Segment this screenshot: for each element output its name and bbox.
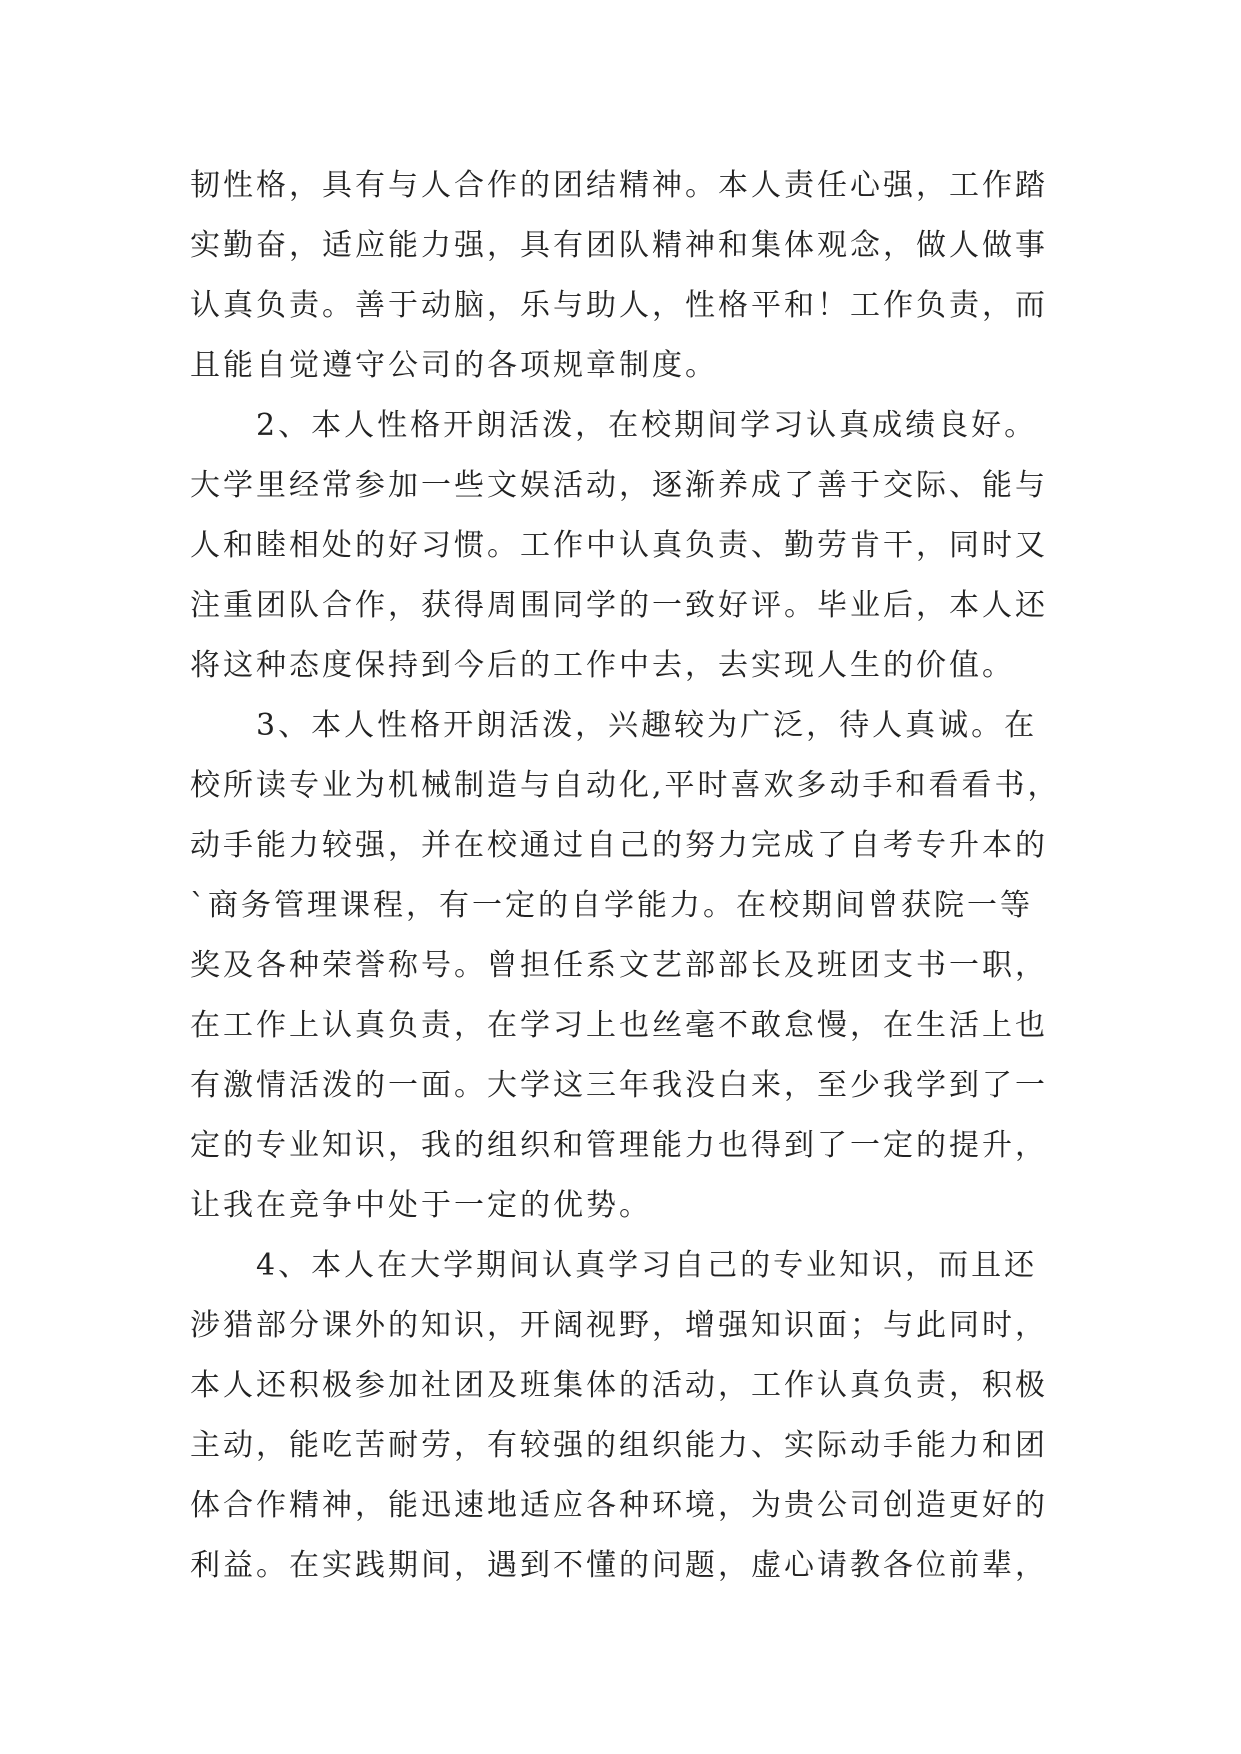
text-line: 奖及各种荣誉称号。曾担任系文艺部部长及班团支书一职， bbox=[190, 948, 1048, 983]
text-line: 3、本人性格开朗活泼，兴趣较为广泛，待人真诚。在 bbox=[190, 708, 1038, 743]
text-line: 2、本人性格开朗活泼，在校期间学习认真成绩良好。 bbox=[190, 408, 1038, 443]
paragraph-3 bbox=[190, 696, 1060, 1236]
text-line: 大学里经常参加一些文娱活动，逐渐养成了善于交际、能与 bbox=[190, 468, 1048, 503]
text-line: 校所读专业为机械制造与自动化,平时喜欢多动手和看看书， bbox=[190, 768, 1061, 803]
text-line: 将这种态度保持到今后的工作中去，去实现人生的价值。 bbox=[190, 648, 1015, 683]
text-line: 实勤奋，适应能力强，具有团队精神和集体观念，做人做事 bbox=[190, 228, 1048, 263]
text-line: 在工作上认真负责，在学习上也丝毫不敢怠慢，在生活上也 bbox=[190, 1008, 1048, 1043]
paragraph-2 bbox=[190, 396, 1060, 696]
text-line: 且能自觉遵守公司的各项规章制度。 bbox=[190, 348, 718, 383]
text-line: 主动，能吃苦耐劳，有较强的组织能力、实际动手能力和团 bbox=[190, 1428, 1048, 1463]
paragraph-4 bbox=[190, 1236, 1060, 1596]
text-line: `商务管理课程，有一定的自学能力。在校期间曾获院一等 bbox=[190, 888, 1033, 923]
text-line: 韧性格，具有与人合作的团结精神。本人责任心强，工作踏 bbox=[190, 168, 1048, 203]
text-line: 利益。在实践期间，遇到不懂的问题，虚心请教各位前辈， bbox=[190, 1548, 1048, 1583]
text-line: 涉猎部分课外的知识，开阔视野，增强知识面；与此同时， bbox=[190, 1308, 1048, 1343]
document-body bbox=[190, 156, 1060, 1596]
text-line: 4、本人在大学期间认真学习自己的专业知识，而且还 bbox=[190, 1248, 1038, 1283]
text-line: 定的专业知识，我的组织和管理能力也得到了一定的提升， bbox=[190, 1128, 1048, 1163]
text-line: 让我在竞争中处于一定的优势。 bbox=[190, 1188, 652, 1223]
text-line: 本人还积极参加社团及班集体的活动，工作认真负责，积极 bbox=[190, 1368, 1048, 1403]
text-line: 人和睦相处的好习惯。工作中认真负责、勤劳肯干，同时又 bbox=[190, 528, 1048, 563]
text-line: 动手能力较强，并在校通过自己的努力完成了自考专升本的 bbox=[190, 828, 1048, 863]
paragraph-1 bbox=[190, 156, 1060, 396]
text-line: 认真负责。善于动脑，乐与助人，性格平和！工作负责，而 bbox=[190, 288, 1048, 323]
text-line: 有激情活泼的一面。大学这三年我没白来，至少我学到了一 bbox=[190, 1068, 1048, 1103]
text-line: 体合作精神，能迅速地适应各种环境，为贵公司创造更好的 bbox=[190, 1488, 1048, 1523]
text-line: 注重团队合作，获得周围同学的一致好评。毕业后，本人还 bbox=[190, 588, 1048, 623]
